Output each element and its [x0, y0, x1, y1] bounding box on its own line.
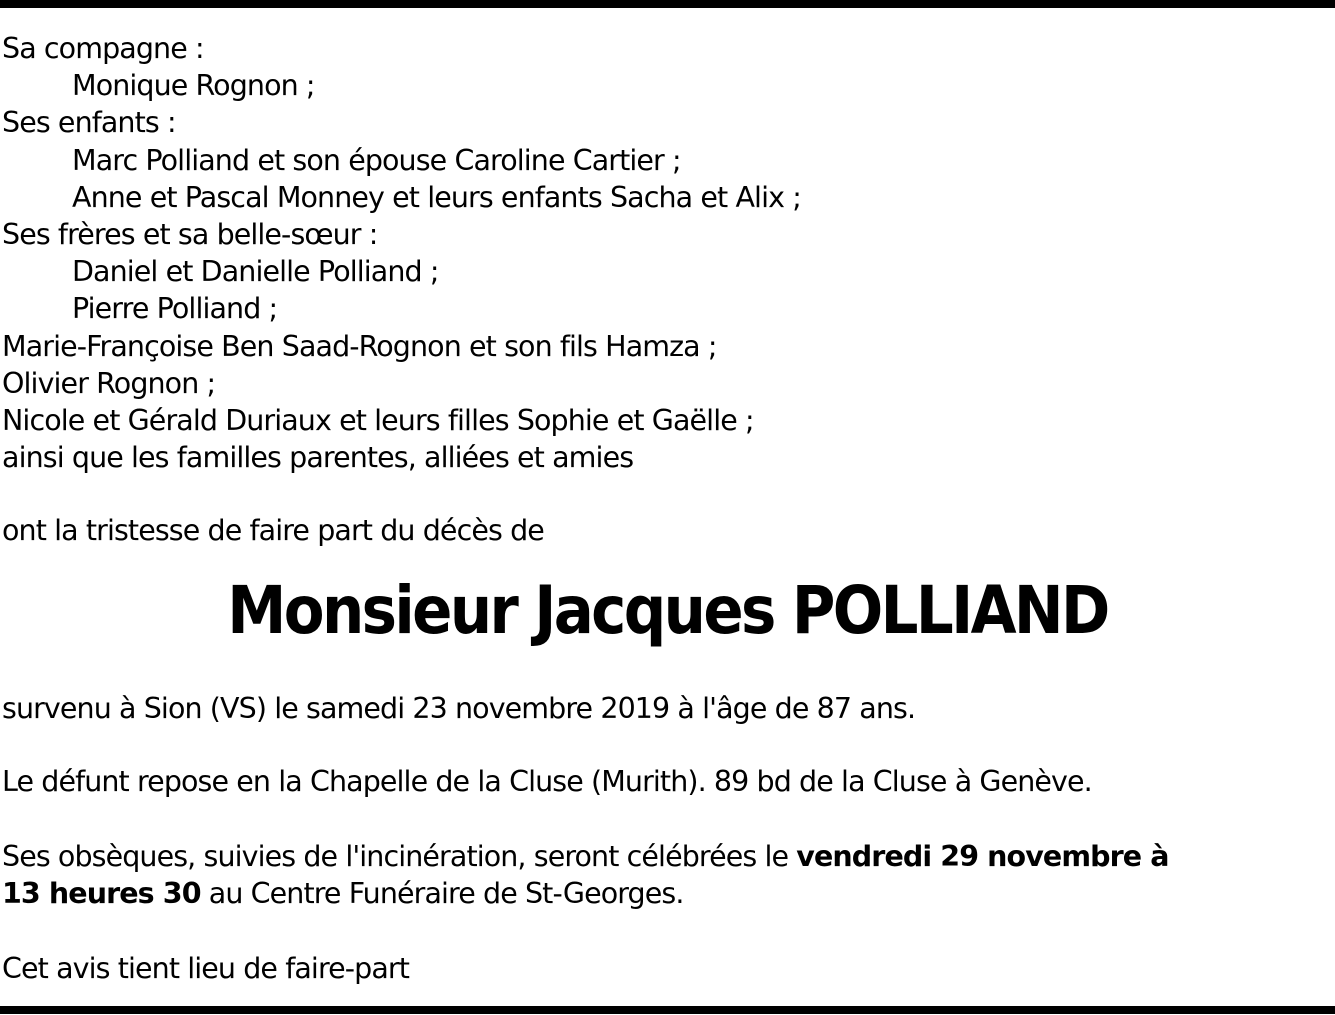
- funeral-text-start: Ses obsèques, suivies de l'incinération, seront célébrées le: [2, 840, 797, 873]
- top-border-rule: [0, 0, 1335, 8]
- announcement-text: ont la tristesse de faire part du décès de: [2, 514, 544, 547]
- siblings-heading: Ses frères et sa belle-sœur :: [2, 217, 378, 251]
- relative-entry: Olivier Rognon ;: [2, 366, 216, 400]
- sibling-entry: Daniel et Danielle Polliand ;: [72, 255, 439, 289]
- funeral-text-end: au Centre Funéraire de St-Georges.: [200, 877, 684, 911]
- relative-entry: Marie-Françoise Ben Saad-Rognon et son fils Hamza ;: [2, 329, 717, 363]
- funeral-details: [2, 838, 1169, 912]
- deceased-name: Monsieur Jacques POLLIAND: [227, 572, 1108, 649]
- companion-heading: Sa compagne :: [2, 32, 204, 65]
- death-details: survenu à Sion (VS) le samedi 23 novembre 2019 à l'âge de 87 ans.: [2, 692, 916, 725]
- children-heading: Ses enfants :: [2, 106, 176, 140]
- funeral-date: vendredi 29 novembre à: [796, 840, 1169, 873]
- repose-location: Le défunt repose en la Chapelle de la Cluse (Murith). 89 bd de la Cluse à Genève.: [2, 765, 1092, 798]
- bottom-border-rule: [0, 1006, 1335, 1014]
- closing-relatives: ainsi que les familles parentes, alliées et amies: [2, 441, 634, 475]
- companion-name: Monique Rognon ;: [72, 69, 315, 103]
- sibling-entry: Pierre Polliand ;: [72, 292, 278, 326]
- closing-note: Cet avis tient lieu de faire-part: [2, 952, 409, 985]
- child-entry: Marc Polliand et son épouse Caroline Cartier ;: [72, 143, 681, 177]
- child-entry: Anne et Pascal Monney et leurs enfants Sacha et Alix ;: [72, 180, 801, 214]
- funeral-time: 13 heures 30: [2, 877, 201, 911]
- family-list: [2, 30, 1302, 476]
- relative-entry: Nicole et Gérald Duriaux et leurs filles Sophie et Gaëlle ;: [2, 403, 754, 437]
